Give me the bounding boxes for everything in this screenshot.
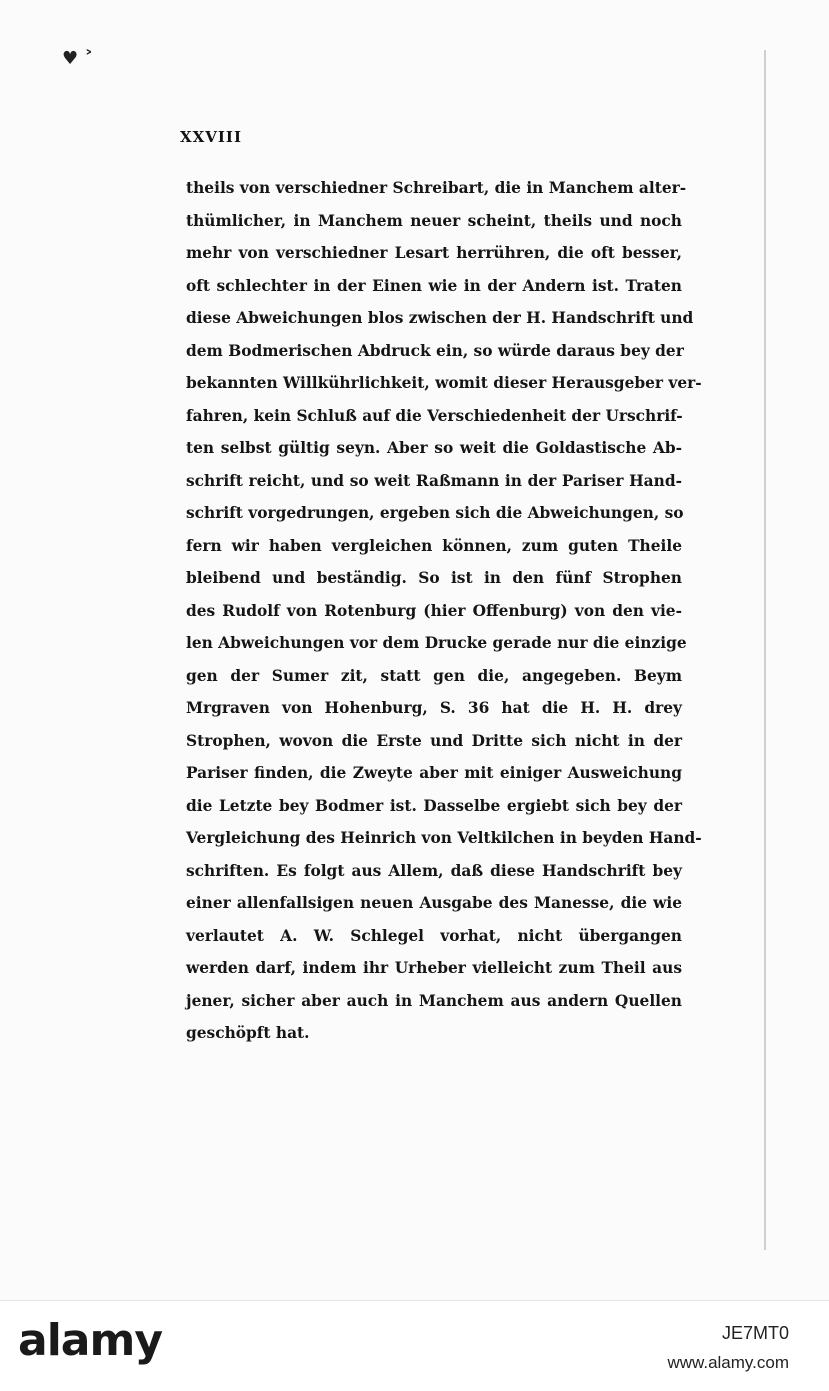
page-number: XXVIII (180, 128, 242, 146)
text-line: schrift vorgedrungen, ergeben sich die Abweichungen, so (186, 504, 684, 522)
text-line: jener, sicher aber auch in Manchem aus andern Quellen (186, 991, 682, 1010)
text-line: Mrgraven von Hohenburg, S. 36 hat die H. H. drey (186, 699, 682, 717)
text-line: dem Bodmerischen Abdruck ein, so würde daraus bey der (186, 341, 684, 360)
alamy-logo: alamy (18, 1315, 162, 1366)
image-id: JE7MT0 (721, 1323, 789, 1343)
text-line: theils von verschiedner Schreibart, die in Manchem alter- (186, 179, 687, 197)
watermark-footer (0, 1300, 829, 1391)
text-line: des Rudolf von Rotenburg (hier Offenburg) von den vie- (186, 601, 682, 620)
text-line: werden darf, indem ihr Urheber vielleicht zum Theil aus (186, 959, 682, 977)
text-line: Strophen, wovon die Erste und Dritte sich nicht in der (186, 731, 682, 750)
body-text (186, 172, 702, 1050)
site-url: www.alamy.com (667, 1353, 789, 1372)
text-line: geschöpft hat. (186, 1024, 310, 1042)
text-line: einer allenfallsigen neuen Ausgabe des Manesse, die wie (186, 894, 682, 912)
text-line: gen der Sumer zit, statt gen die, angegeben. Beym (186, 666, 682, 685)
text-line: schriften. Es folgt aus Allem, daß diese Handschrift bey (186, 861, 682, 880)
text-line: ten selbst gültig seyn. Aber so weit die Goldastische Ab- (186, 439, 682, 457)
text-line: verlautet A. W. Schlegel vorhat, nicht übergangen (186, 926, 682, 945)
text-line: die Letzte bey Bodmer ist. Dasselbe ergiebt sich bey der (186, 796, 682, 815)
text-line: schrift reicht, und so weit Raßmann in der Pariser Hand- (186, 471, 682, 490)
text-line: fahren, kein Schluß auf die Verschiedenheit der Urschrif- (186, 406, 683, 425)
corner-mark: ♥ ˃ (62, 48, 94, 69)
text-line: bleibend und beständig. So ist in den fünf Strophen (186, 569, 682, 587)
text-line: thümlicher, in Manchem neuer scheint, theils und noch (186, 211, 682, 230)
text-line: fern wir haben vergleichen können, zum guten Theile (186, 536, 682, 555)
text-line: Pariser finden, die Zweyte aber mit einiger Ausweichung (186, 764, 682, 782)
text-line: mehr von verschiedner Lesart herrühren, die oft besser, (186, 244, 682, 262)
page-edge-rule (764, 50, 766, 1250)
text-line: oft schlechter in der Einen wie in der Andern ist. Traten (186, 276, 682, 295)
text-line: len Abweichungen vor dem Drucke gerade nur die einzige (186, 634, 687, 652)
text-line: diese Abweichungen blos zwischen der H. Handschrift und (186, 309, 694, 327)
text-line: Vergleichung des Heinrich von Veltkilchen in beyden Hand- (186, 829, 702, 847)
text-line: bekannten Willkührlichkeit, womit dieser Herausgeber ver- (186, 374, 702, 392)
